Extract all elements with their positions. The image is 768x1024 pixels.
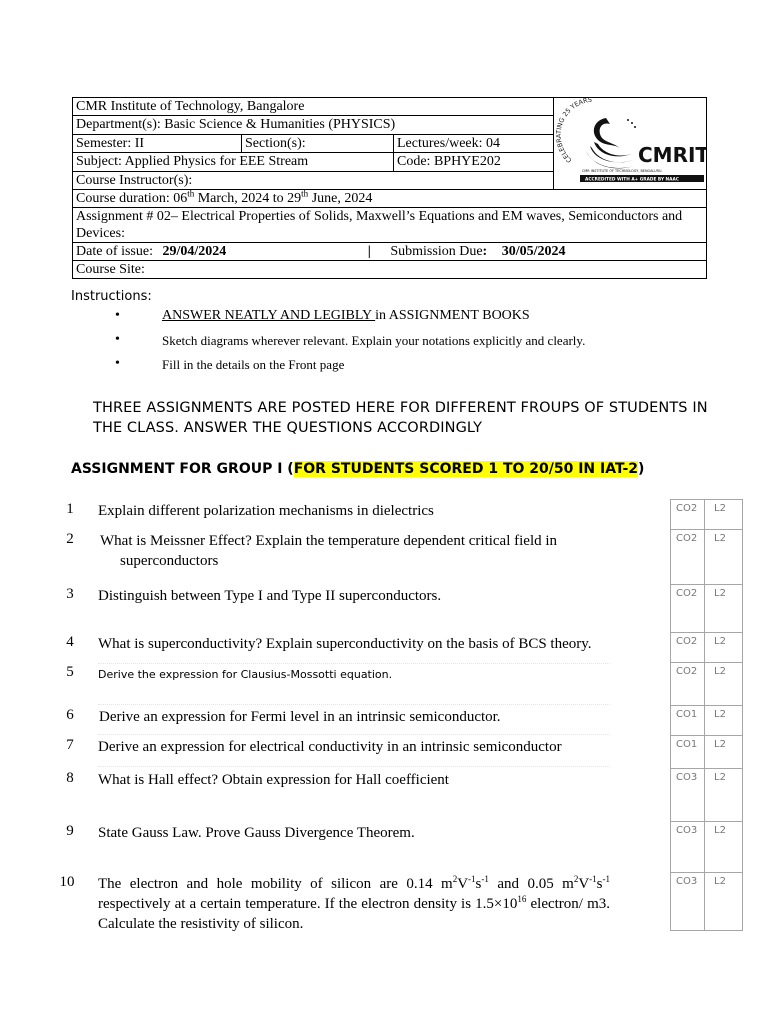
question-number: 6 <box>66 707 74 723</box>
course-header-table <box>72 97 707 279</box>
subject-cell: Subject: Applied Physics for EEE Stream <box>73 153 394 171</box>
lectures-cell: Lectures/week: 04 <box>394 134 554 152</box>
date-separator: | <box>367 244 371 259</box>
co-cell: CO2 <box>671 585 705 633</box>
department-cell: Department(s): Basic Science & Humanities (PHYSICS) <box>73 116 554 134</box>
due-label: Submission Due <box>390 244 483 259</box>
issue-label: Date of issue: <box>76 244 153 259</box>
swan-logo-icon <box>586 118 636 168</box>
level-cell: L2 <box>705 769 743 822</box>
level-cell: L2 <box>705 500 743 530</box>
duration-cell: Course duration: 06th March, 2024 to 29th June, 2024 <box>73 190 707 208</box>
due-date: 30/05/2024 <box>501 244 566 259</box>
co-cell: CO1 <box>671 706 705 736</box>
semester-cell: Semester: II <box>73 134 242 152</box>
question-text: Derive an expression for Fermi level in an intrinsic semiconductor. <box>99 709 501 725</box>
assignment-cell: Assignment # 02– Electrical Properties of Solids, Maxwell’s Equations and EM waves, Semiconductors and Devices: <box>73 208 707 243</box>
institute-cell: CMR Institute of Technology, Bangalore <box>73 98 554 116</box>
code-cell: Code: BPHYE202 <box>394 153 554 171</box>
co-cell: CO2 <box>671 530 705 585</box>
level-cell: L2 <box>705 663 743 706</box>
group-criteria-highlight: FOR STUDENTS SCORED 1 TO 20/50 IN IAT-2 <box>293 461 639 477</box>
question-number: 7 <box>66 737 74 753</box>
question-number: 9 <box>66 823 74 839</box>
level-cell: L2 <box>705 633 743 663</box>
co-cell: CO1 <box>671 736 705 769</box>
logo-tagline: CMR INSTITUTE OF TECHNOLOGY, BENGALURU. <box>582 169 663 173</box>
sections-cell: Section(s): <box>242 134 394 152</box>
question-number: 8 <box>66 770 74 786</box>
co-cell: CO2 <box>671 663 705 706</box>
group-heading: ASSIGNMENT FOR GROUP I (FOR STUDENTS SCORED 1 TO 20/50 IN IAT-2) <box>71 461 645 477</box>
groups-notice: THREE ASSIGNMENTS ARE POSTED HERE FOR DIFFERENT FROUPS OF STUDENTS IN THE CLASS. ANSWER THE QUESTIONS ACCORDINGLY <box>93 400 708 436</box>
question-text: What is superconductivity? Explain superconductivity on the basis of BCS theory. <box>98 636 592 652</box>
level-cell: L2 <box>705 873 743 931</box>
question-number: 5 <box>66 664 74 680</box>
level-cell: L2 <box>705 530 743 585</box>
issue-date: 29/04/2024 <box>162 244 227 259</box>
co-cell: CO3 <box>671 769 705 822</box>
question-text: Explain different polarization mechanisms in dielectrics <box>98 503 434 519</box>
question-text: Distinguish between Type I and Type II superconductors. <box>98 588 442 604</box>
question-number: 3 <box>66 586 74 602</box>
question-number: 4 <box>66 634 74 650</box>
co-cell: CO2 <box>671 500 705 530</box>
dates-cell: Date of issue: 29/04/2024 | Submission Due: 30/05/2024 <box>73 243 707 261</box>
co-cell: CO2 <box>671 633 705 663</box>
bullet: • <box>115 356 120 371</box>
logo-cell <box>554 98 707 190</box>
logo-arc-text: CELEBRATING 25 YEARS <box>554 98 593 165</box>
bullet: • <box>115 308 120 323</box>
question-text: State Gauss Law. Prove Gauss Divergence Theorem. <box>98 825 415 841</box>
question-number: 10 <box>59 874 75 890</box>
course-site-cell: Course Site: <box>73 261 707 279</box>
question-text: Derive the expression for Clausius-Mossotti equation. <box>98 668 393 681</box>
co-cell: CO3 <box>671 822 705 873</box>
question-text: Derive an expression for electrical conductivity in an intrinsic semiconductor <box>98 739 562 755</box>
question-text: What is Hall effect? Obtain expression for Hall coefficient <box>98 772 449 788</box>
instruction-underlined: ANSWER NEATLY AND LEGIBLY <box>162 308 376 323</box>
level-cell: L2 <box>705 822 743 873</box>
question-text: What is Meissner Effect? Explain the temperature dependent critical field in superconductors <box>100 533 558 569</box>
bullet: • <box>115 332 120 347</box>
question-number: 1 <box>66 501 74 517</box>
co-level-table <box>670 499 743 931</box>
logo-brand: CMRIT <box>638 143 706 167</box>
question-number: 2 <box>66 531 74 547</box>
co-cell: CO3 <box>671 873 705 931</box>
instructions-title: Instructions: <box>71 289 152 304</box>
level-cell: L2 <box>705 706 743 736</box>
level-cell: L2 <box>705 585 743 633</box>
cmrit-logo <box>554 98 706 184</box>
level-cell: L2 <box>705 736 743 769</box>
question-text: The electron and hole mobility of silicon are 0.14 $m^2V^{-1}s^{-1}$ and 0.05 $m^2V^{-1}s^{-1}$ respectively at a certain temperature. If the electron density is $1.5\times 10^{16}$ electron/ m3. Calculate the resistivity of silicon. <box>98 874 610 932</box>
instructor-cell: Course Instructor(s): <box>73 171 554 189</box>
logo-badge: ACCREDITED WITH A+ GRADE BY NAAC <box>585 177 679 183</box>
